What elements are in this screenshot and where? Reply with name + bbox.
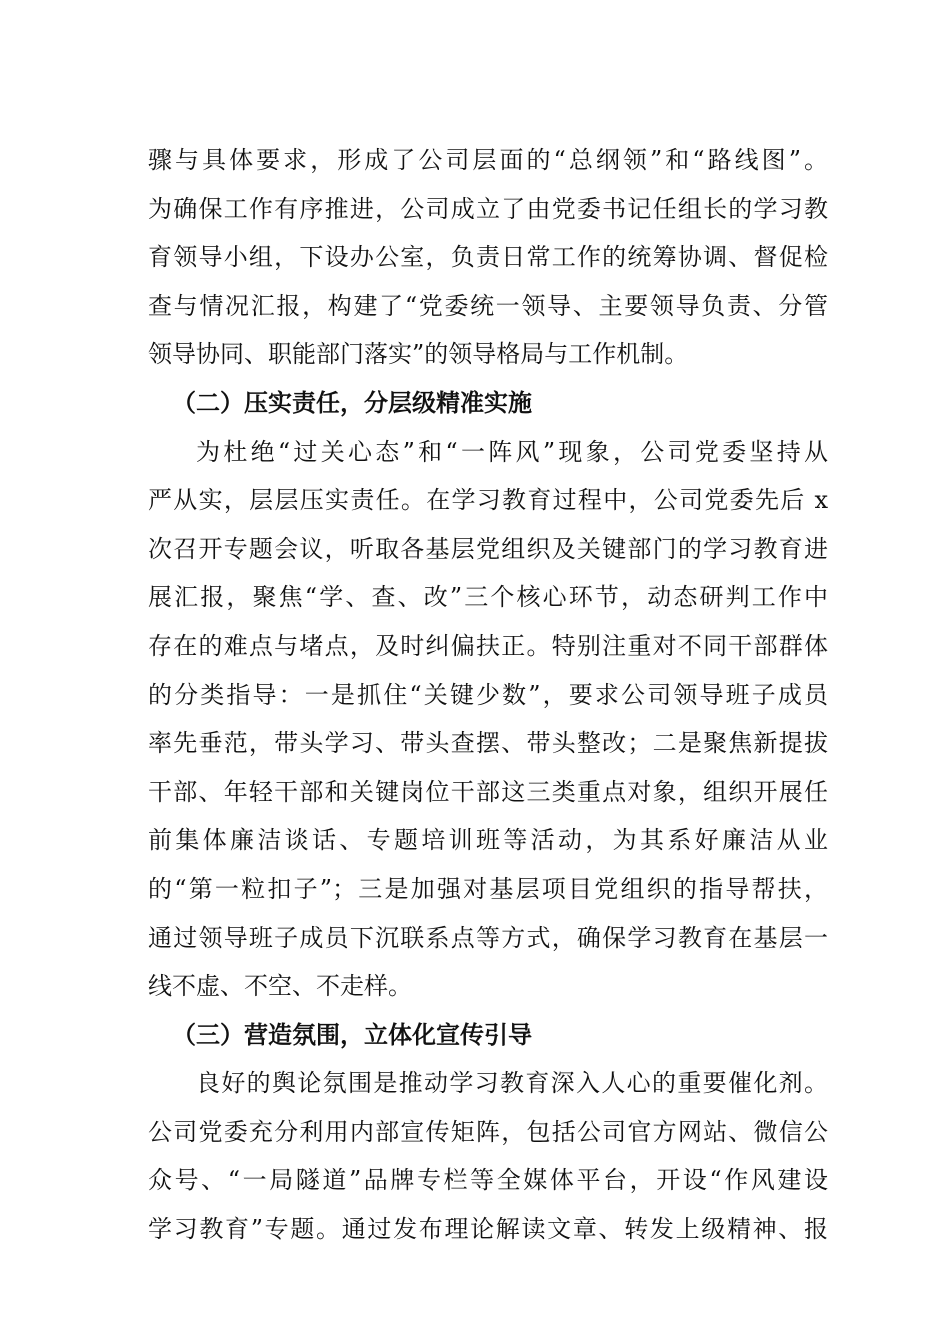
text-line: 存在的难点与堵点，及时纠偏扶正。特别注重对不同干部群体	[148, 631, 828, 660]
paragraph-publicity	[148, 1059, 828, 1253]
text-line: 前集体廉洁谈话、专题培训班等活动，为其系好廉洁从业	[148, 826, 828, 855]
text-line: 率先垂范，带头学习、带头查摆、带头整改；二是聚焦新提拔	[148, 729, 828, 758]
section-heading-2: （二）压实责任，分层级精准实施	[172, 387, 532, 417]
text-line: 线不虚、不空、不走样。	[148, 972, 412, 1001]
text-line: 的分类指导：一是抓住“关键少数”，要求公司领导班子成员	[148, 680, 828, 709]
text-line: 查与情况汇报，构建了“党委统一领导、主要领导负责、分管	[148, 291, 828, 320]
section-heading-3: （三）营造氛围，立体化宣传引导	[172, 1019, 532, 1049]
text-line: 通过领导班子成员下沉联系点等方式，确保学习教育在基层一	[148, 923, 828, 952]
text-line: 干部、年轻干部和关键岗位干部这三类重点对象，组织开展任	[148, 777, 828, 806]
text-line: 学习教育”专题。通过发布理论解读文章、转发上级精神、报	[148, 1215, 828, 1244]
text-line: 领导协同、职能部门落实”的领导格局与工作机制。	[148, 340, 689, 369]
text-line: 骤与具体要求，形成了公司层面的“总纲领”和“路线图”。	[148, 146, 828, 174]
text-line: 的“第一粒扣子”；三是加强对基层项目党组织的指导帮扶，	[148, 874, 828, 903]
paragraph-responsibility	[148, 428, 828, 1011]
text-line: 为确保工作有序推进，公司成立了由党委书记任组长的学习教	[148, 194, 828, 223]
text-line: 育领导小组，下设办公室，负责日常工作的统筹协调、督促检	[148, 243, 828, 272]
text-line: 为杜绝“过关心态”和“一阵风”现象，公司党委坚持从	[196, 437, 828, 466]
text-line: 严从实，层层压实责任。在学习教育过程中，公司党委先后 x	[148, 486, 828, 515]
text-line: 良好的舆论氛围是推动学习教育深入人心的重要催化剂。	[196, 1069, 828, 1098]
text-line: 公司党委充分利用内部宣传矩阵，包括公司官方网站、微信公	[148, 1117, 828, 1146]
text-line: 展汇报，聚焦“学、查、改”三个核心环节，动态研判工作中	[148, 583, 828, 612]
paragraph-leadership-structure	[148, 136, 828, 379]
text-line: 次召开专题会议，听取各基层党组织及关键部门的学习教育进	[148, 534, 828, 563]
document-body	[148, 136, 828, 1254]
text-line: 众号、“一局隧道”品牌专栏等全媒体平台，开设“作风建设	[148, 1166, 828, 1195]
